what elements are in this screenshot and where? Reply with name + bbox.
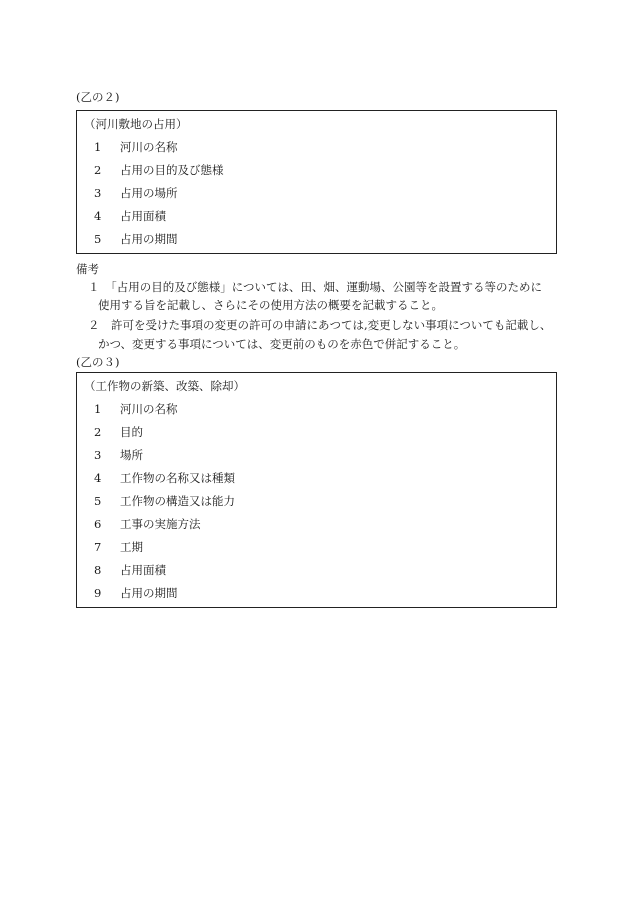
item-number: 9 [94, 586, 102, 600]
section2-item-8 [94, 563, 166, 577]
item-number: 8 [94, 563, 102, 577]
item-text: 占用面積 [120, 209, 166, 223]
item-number: 4 [94, 209, 102, 223]
section1-item-5 [94, 232, 178, 246]
section2-item-4 [94, 471, 235, 485]
section1-label: (乙の２) [76, 90, 120, 104]
item-text: 工事の実施方法 [120, 517, 201, 531]
item-text: 占用の場所 [120, 186, 178, 200]
item-text: 目的 [120, 425, 143, 439]
section2-item-2 [94, 425, 143, 439]
item-text: 工作物の名称又は種類 [120, 471, 235, 485]
remarks-title: 備考 [76, 262, 99, 276]
item-number: 5 [94, 232, 102, 246]
section1-item-3 [94, 186, 178, 200]
item-number: 4 [94, 471, 102, 485]
item-number: 5 [94, 494, 102, 508]
item-number: 1 [94, 140, 102, 154]
section1-item-2 [94, 163, 224, 177]
item-text: 工期 [120, 540, 143, 554]
section1-box [76, 110, 557, 254]
section2-item-6 [94, 517, 201, 531]
section2-label: (乙の３) [76, 355, 120, 369]
section2-item-7 [94, 540, 143, 554]
remarks-line-2: 使用する旨を記載し、さらにその使用方法の概要を記載すること。 [98, 298, 443, 312]
section1-item-1 [94, 140, 178, 154]
remarks-line-4: かつ、変更する事項については、変更前のものを赤色で併記すること。 [98, 337, 466, 351]
section1-item-4 [94, 209, 166, 223]
item-text: 占用の目的及び態様 [120, 163, 224, 177]
item-number: 2 [94, 163, 102, 177]
section2-heading: （工作物の新築、改築、除却） [84, 379, 245, 393]
section2-item-5 [94, 494, 235, 508]
section2-item-3 [94, 448, 143, 462]
remarks-line-3: ２ 許可を受けた事項の変更の許可の申請にあつては,変更しない事項についても記載し、 [88, 318, 552, 332]
item-number: 3 [94, 448, 102, 462]
section2-item-9 [94, 586, 178, 600]
item-text: 河川の名称 [120, 402, 178, 416]
item-number: 1 [94, 402, 102, 416]
item-text: 河川の名称 [120, 140, 178, 154]
item-text: 占用の期間 [120, 232, 178, 246]
item-text: 場所 [120, 448, 143, 462]
item-text: 占用面積 [120, 563, 166, 577]
section2-box [76, 372, 557, 608]
item-number: 3 [94, 186, 102, 200]
section2-item-1 [94, 402, 178, 416]
section1-heading: （河川敷地の占用） [84, 117, 188, 131]
item-number: 7 [94, 540, 102, 554]
item-text: 占用の期間 [120, 586, 178, 600]
remarks-line-1: １ 「占用の目的及び態様」については、田、畑、運動場、公園等を設置する等のために [88, 280, 543, 294]
item-number: 6 [94, 517, 102, 531]
item-number: 2 [94, 425, 102, 439]
item-text: 工作物の構造又は能力 [120, 494, 235, 508]
